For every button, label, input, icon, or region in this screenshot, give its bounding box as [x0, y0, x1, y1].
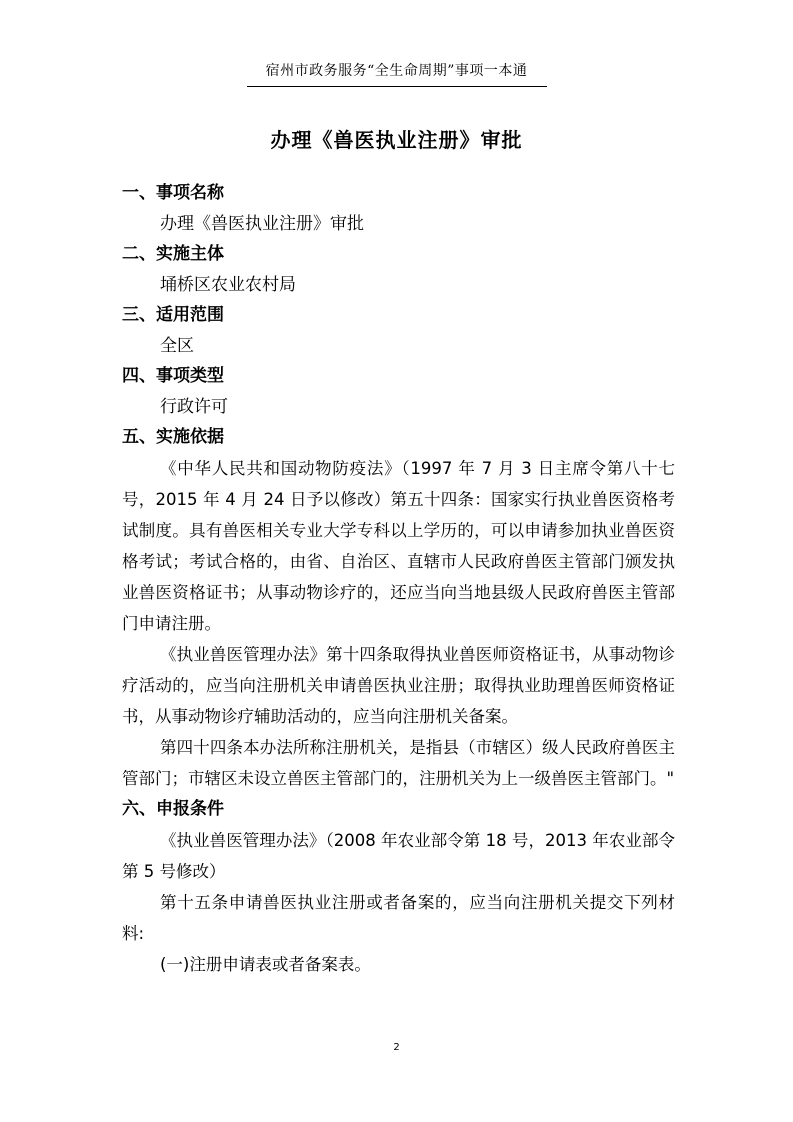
section-conditions — [122, 794, 675, 980]
section-heading: 五、实施依据 — [122, 427, 224, 447]
section-value: 埇桥区农业农村局 — [160, 275, 296, 295]
paragraph: (一)注册申请表或者备案表。 — [160, 955, 371, 974]
paragraph: 第四十四条本办法所称注册机关，是指县（市辖区）级人民政府兽医主管部门；市辖区未设立兽医主管部门的，注册机关为上一级兽医主管部门。" — [122, 738, 675, 788]
section-legal-basis — [122, 422, 675, 794]
section-item-type — [122, 361, 675, 422]
document-title: 办理《兽医执业注册》审批 — [270, 128, 523, 152]
section-value: 办理《兽医执业注册》审批 — [160, 214, 364, 234]
section-value: 行政许可 — [160, 397, 228, 417]
section-value: 全区 — [160, 336, 194, 356]
running-header: 宿州市政务服务“全生命周期”事项一本通 — [265, 63, 528, 79]
section-heading: 一、事项名称 — [122, 183, 224, 203]
document-body — [122, 178, 675, 980]
section-scope — [122, 300, 675, 361]
paragraph: 第十五条申请兽医执业注册或者备案的，应当向注册机关提交下列材料: — [122, 893, 675, 943]
section-heading: 六、申报条件 — [122, 799, 224, 819]
section-heading: 四、事项类型 — [122, 366, 224, 386]
header-underline — [247, 86, 547, 87]
section-item-name — [122, 178, 675, 239]
paragraph: 《执业兽医管理办法》第十四条取得执业兽医师资格证书，从事动物诊疗活动的，应当向注册机关申请兽医执业注册；取得执业助理兽医师资格证书，从事动物诊疗辅助活动的，应当向注册机关备案。 — [122, 645, 675, 726]
section-implementer — [122, 239, 675, 300]
paragraph: 《执业兽医管理办法》（2008 年农业部令第 18 号，2013 年农业部令第 5 号修改） — [122, 831, 675, 881]
section-heading: 三、适用范围 — [122, 305, 224, 325]
section-heading: 二、实施主体 — [122, 244, 224, 264]
page-number: 2 — [393, 1042, 400, 1053]
paragraph: 《中华人民共和国动物防疫法》（1997 年 7 月 3 日主席令第八十七号，2015 年 4 月 24 日予以修改）第五十四条：国家实行执业兽医资格考试制度。具有兽医相关专业大学专科以上学历的，可以申请参加执业兽医资格考试；考试合格的，由省、自治区、直辖市人民政府兽医主管部门颁发执业兽医资格证书；从事动物诊疗的，还应当向当地县级人民政府兽医主管部门申请注册。 — [122, 459, 675, 633]
